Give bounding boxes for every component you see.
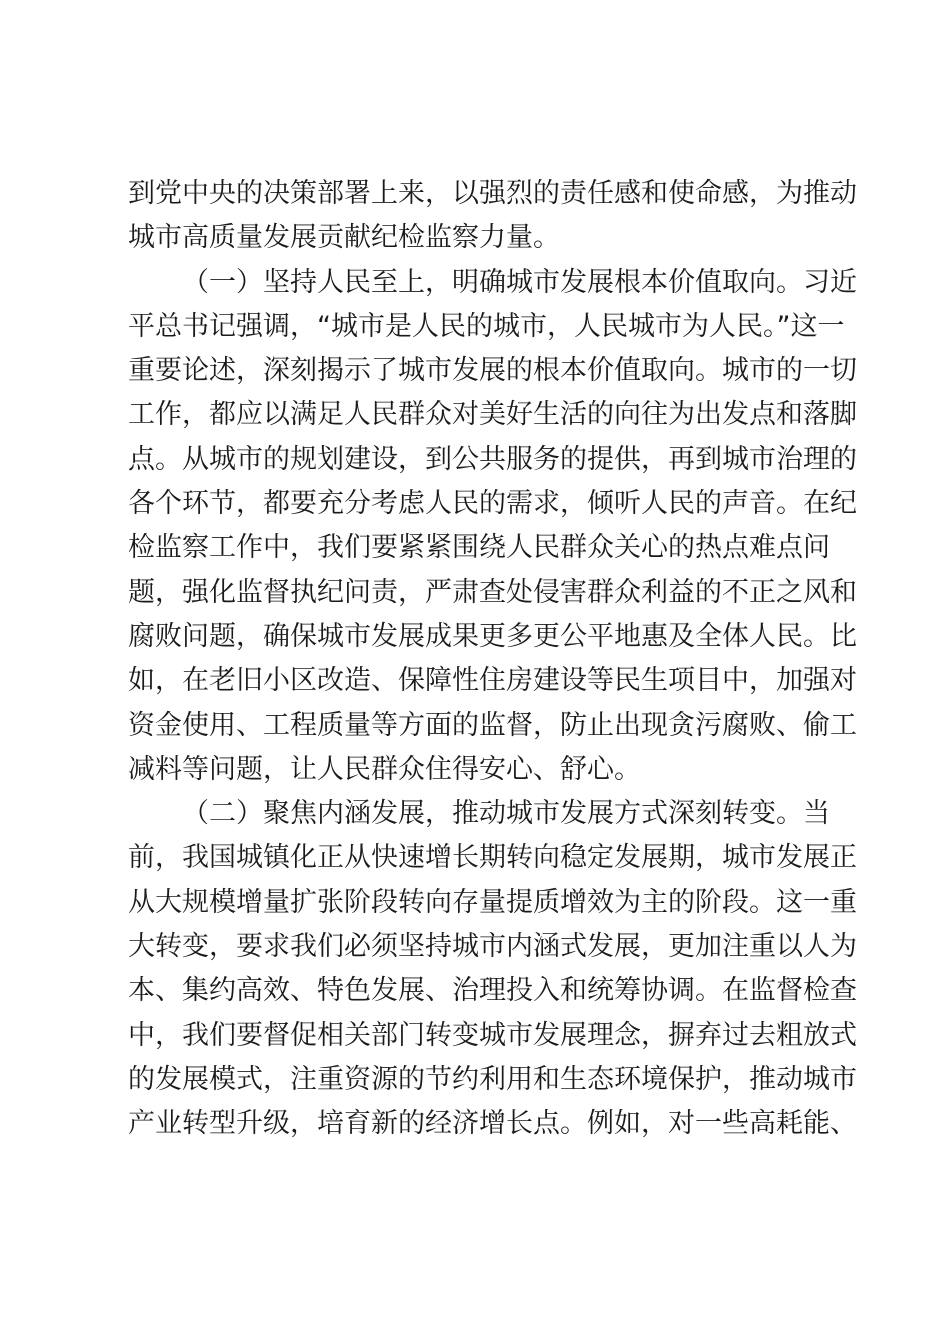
section-heading-line: （一）坚持人民至上，明确城市发展根本价值取向。习近 bbox=[182, 266, 857, 298]
text-line: 工作，都应以满足人民群众对美好生活的向往为出发点和落脚 bbox=[128, 399, 857, 431]
text-line: 中，我们要督促相关部门转变城市发展理念，摒弃过去粗放式 bbox=[128, 1019, 857, 1051]
section-heading-line: （二）聚焦内涵发展，推动城市发展方式深刻转变。当 bbox=[182, 798, 830, 830]
text-line: 题，强化监督执纪问责，严肃查处侵害群众利益的不正之风和 bbox=[128, 576, 857, 608]
text-line: 点。从城市的规划建设，到公共服务的提供，再到城市治理的 bbox=[128, 443, 857, 475]
text-line: 检监察工作中，我们要紧紧围绕人民群众关心的热点难点问 bbox=[128, 532, 830, 564]
text-line: 产业转型升级，培育新的经济增长点。例如，对一些高耗能、 bbox=[128, 1108, 857, 1140]
text-line: 重要论述，深刻揭示了城市发展的根本价值取向。城市的一切 bbox=[128, 355, 857, 387]
text-line: 腐败问题，确保城市发展成果更多更公平地惠及全体人民。比 bbox=[128, 620, 857, 652]
text-line: 本、集约高效、特色发展、治理投入和统筹协调。在监督检查 bbox=[128, 975, 857, 1007]
text-line: 大转变，要求我们必须坚持城市内涵式发展，更加注重以人为 bbox=[128, 931, 857, 963]
text-line: 平总书记强调，“城市是人民的城市，人民城市为人民。”这一 bbox=[128, 310, 845, 342]
text-line: 到党中央的决策部署上来，以强烈的责任感和使命感，为推动 bbox=[128, 178, 857, 209]
text-line: 如，在老旧小区改造、保障性住房建设等民生项目中，加强对 bbox=[128, 665, 857, 697]
text-line: 的发展模式，注重资源的节约利用和生态环境保护，推动城市 bbox=[128, 1063, 857, 1095]
text-line: 城市高质量发展贡献纪检监察力量。 bbox=[128, 222, 560, 254]
text-line: 前，我国城镇化正从快速增长期转向稳定发展期，城市发展正 bbox=[128, 842, 857, 874]
text-line: 减料等问题，让人民群众住得安心、舒心。 bbox=[128, 753, 641, 785]
text-line: 资金使用、工程质量等方面的监督，防止出现贪污腐败、偷工 bbox=[128, 709, 857, 741]
text-line: 从大规模增量扩张阶段转向存量提质增效为主的阶段。这一重 bbox=[128, 886, 857, 918]
text-line: 各个环节，都要充分考虑人民的需求，倾听人民的声音。在纪 bbox=[128, 488, 857, 520]
document-body bbox=[128, 172, 857, 1147]
